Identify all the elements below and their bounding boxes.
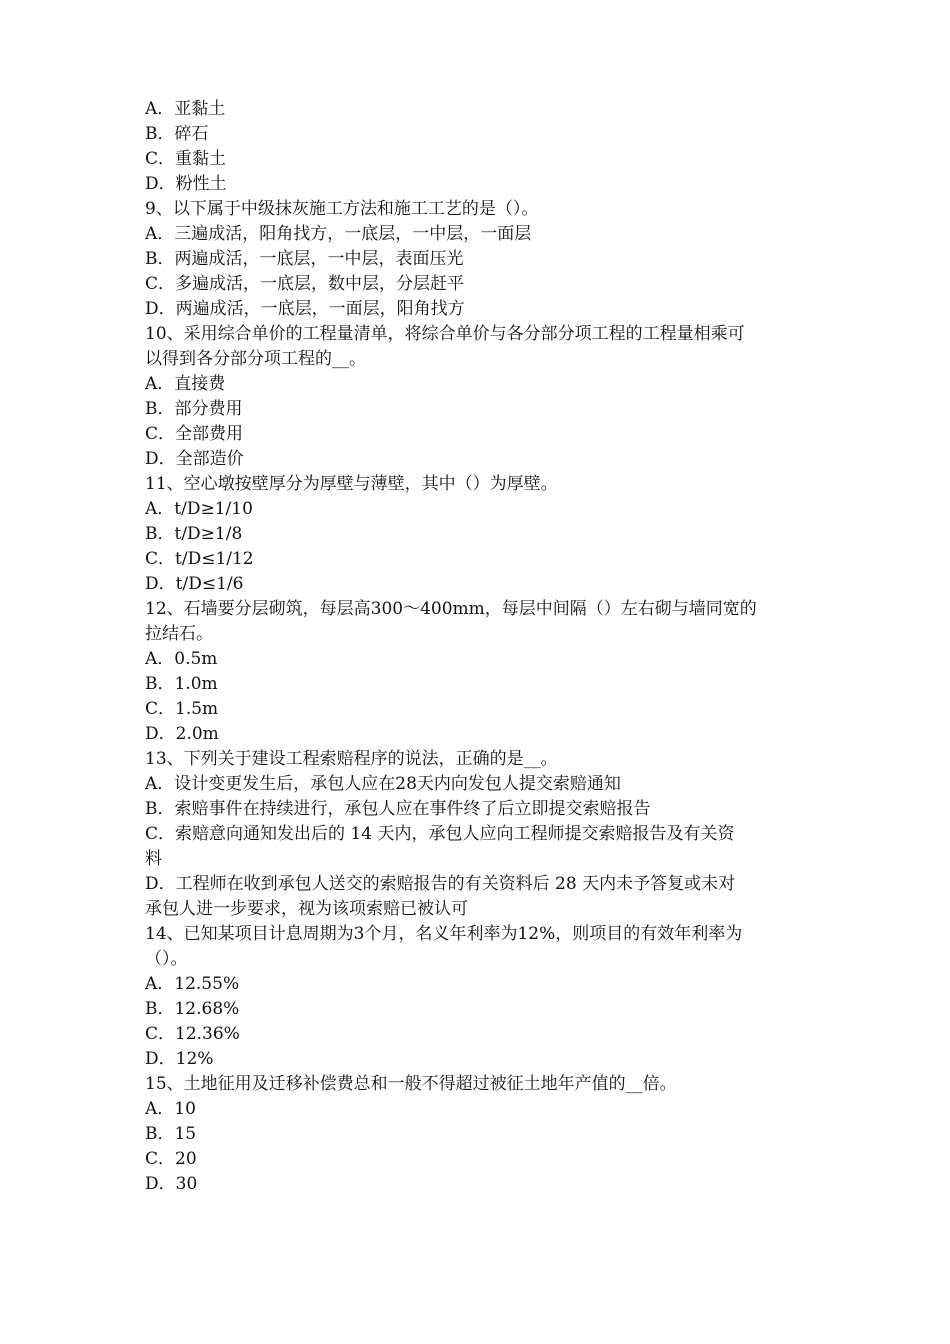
question-12-continued: 拉结石。: [145, 624, 213, 644]
option-b: B．两遍成活，一底层，一中层，表面压光: [145, 249, 464, 269]
option-d: D．30: [145, 1174, 198, 1194]
option-d: D．两遍成活，一底层，一面层，阳角找方: [145, 299, 465, 319]
option-d: D．工程师在收到承包人送交的索赔报告的有关资料后 28 天内未予答复或未对: [145, 874, 736, 894]
option-c: C．1.5m: [145, 699, 219, 719]
option-c-continued: 料: [145, 849, 162, 869]
option-b: B．部分费用: [145, 399, 243, 419]
option-a: A．12.55%: [145, 974, 240, 994]
option-d: D．全部造价: [145, 449, 244, 469]
option-b: B．碎石: [145, 124, 209, 144]
option-c: C．多遍成活，一底层，数中层，分层赶平: [145, 274, 465, 294]
question-10-continued: 以得到各分部分项工程的__。: [145, 349, 366, 369]
question-11: 11、空心墩按壁厚分为厚壁与薄壁，其中（）为厚壁。: [145, 474, 558, 494]
question-12: 12、石墙要分层砌筑，每层高300～400mm，每层中间隔（）左右砌与墙同宽的: [145, 599, 757, 619]
option-a: A．t/D≥1/10: [145, 499, 253, 519]
option-d: D．t/D≤1/6: [145, 574, 244, 594]
option-c: C．12.36%: [145, 1024, 240, 1044]
question-9: 9、以下属于中级抹灰施工方法和施工工艺的是（）。: [145, 199, 539, 219]
option-c: C．索赔意向通知发出后的 14 天内，承包人应向工程师提交索赔报告及有关资: [145, 824, 735, 844]
question-15: 15、土地征用及迁移补偿费总和一般不得超过被征土地年产值的__倍。: [145, 1074, 677, 1094]
question-10: 10、采用综合单价的工程量清单，将综合单价与各分部分项工程的工程量相乘可: [145, 324, 745, 344]
question-14: 14、已知某项目计息周期为3个月，名义年利率为12%，则项目的有效年利率为: [145, 924, 743, 944]
option-a: A．直接费: [145, 374, 226, 394]
option-a: A．10: [145, 1099, 196, 1119]
option-a: A．亚黏土: [145, 99, 226, 119]
option-b: B．15: [145, 1124, 197, 1144]
option-c: C．20: [145, 1149, 197, 1169]
option-a: A．三遍成活，阳角找方，一底层，一中层，一面层: [145, 224, 532, 244]
option-b: B．12.68%: [145, 999, 240, 1019]
option-d: D．12%: [145, 1049, 214, 1069]
option-c: C．t/D≤1/12: [145, 549, 254, 569]
option-d-continued: 承包人进一步要求，视为该项索赔已被认可: [145, 899, 468, 919]
document-page: [145, 97, 810, 1197]
option-c: C．全部费用: [145, 424, 244, 444]
option-b: B．索赔事件在持续进行，承包人应在事件终了后立即提交索赔报告: [145, 799, 651, 819]
option-a: A．0.5m: [145, 649, 218, 669]
option-d: D．粉性土: [145, 174, 227, 194]
option-b: B．t/D≥1/8: [145, 524, 243, 544]
question-14-continued: （）。: [145, 949, 188, 969]
question-13: 13、下列关于建设工程索赔程序的说法，正确的是__。: [145, 749, 558, 769]
option-b: B．1.0m: [145, 674, 218, 694]
option-d: D．2.0m: [145, 724, 219, 744]
option-a: A．设计变更发生后，承包人应在28天内向发包人提交索赔通知: [145, 774, 621, 794]
option-c: C．重黏土: [145, 149, 227, 169]
